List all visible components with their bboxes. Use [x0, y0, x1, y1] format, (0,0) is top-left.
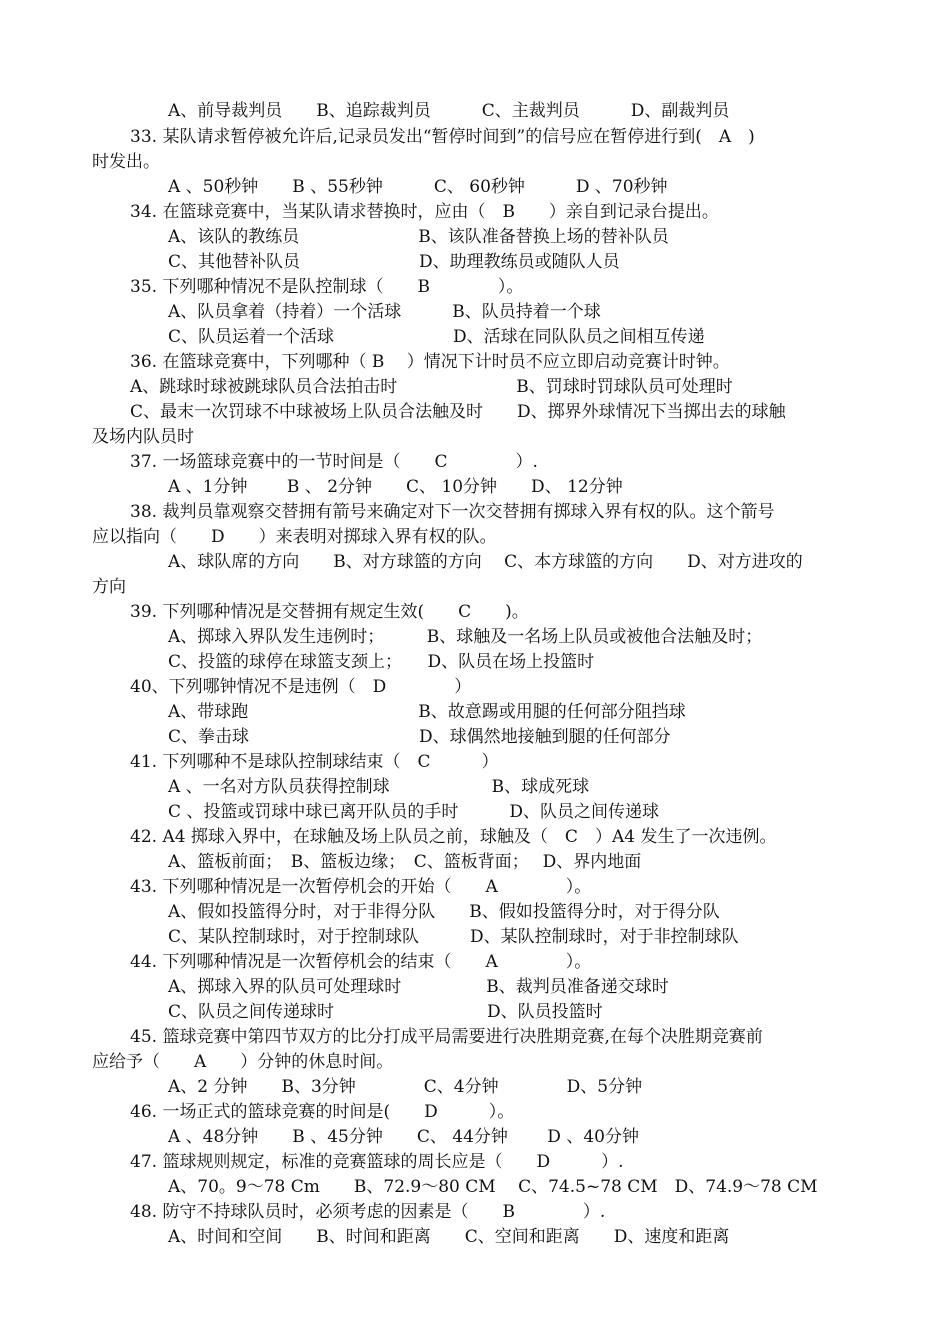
q34-text: 34. 在篮球竞赛中，当某队请求替换时，应由（ B ）亲自到记录台提出。	[130, 202, 719, 222]
q33-options: A 、50秒钟 B 、55秒钟 C、 60秒钟 D 、70秒钟	[168, 177, 668, 197]
q37-options: A 、1分钟 B 、 2分钟 C、 10分钟 D、 12分钟	[168, 477, 623, 497]
q38-text-cont: 应以指向（ D ）来表明对掷球入界有权的队。	[92, 527, 497, 547]
q37-text: 37. 一场篮球竞赛中的一节时间是（ C ）.	[130, 452, 538, 472]
q47-text: 47. 篮球规则规定，标准的竞赛篮球的周长应是（ D ）.	[130, 1152, 624, 1172]
q43-options-1: A、假如投篮得分时，对于非得分队 B、假如投篮得分时，对于得分队	[168, 902, 720, 922]
q40-options-2: C、拳击球 D、球偶然地接触到腿的任何部分	[168, 727, 671, 747]
q42-options: A、篮板前面； B、篮板边缘； C、篮板背面； D、界内地面	[168, 852, 642, 872]
q47-options: A、70。9～78 Cm B、72.9～80 CM C、74.5~78 CM D、74.9～78 CM	[168, 1177, 818, 1197]
q46-text: 46. 一场正式的篮球竞赛的时间是( D ）。	[130, 1102, 515, 1122]
q36-options-2-cont: 及场内队员时	[92, 427, 194, 447]
q36-text: 36. 在篮球竞赛中，下列哪种（ B ）情况下计时员不应立即启动竞赛计时钟。	[130, 352, 730, 372]
q41-options-1: A 、一名对方队员获得控制球 B、球成死球	[168, 777, 590, 797]
q38-text: 38. 裁判员靠观察交替拥有箭号来确定对下一次交替拥有掷球入界有权的队。这个箭号	[130, 502, 775, 522]
q38-options-cont: 方向	[92, 577, 126, 597]
q35-text: 35. 下列哪种情况不是队控制球（ B ）。	[130, 277, 524, 297]
q44-options-2: C、队员之间传递球时 D、队员投篮时	[168, 1002, 603, 1022]
q39-options-1: A、掷球入界队发生违例时； B、球触及一名场上队员或被他合法触及时；	[168, 627, 763, 647]
q45-options: A、2 分钟 B、3分钟 C、4分钟 D、5分钟	[168, 1077, 643, 1097]
q39-text: 39. 下列哪种情况是交替拥有规定生效( C )。	[130, 602, 529, 622]
q32-options: A、前导裁判员 B、追踪裁判员 C、主裁判员 D、副裁判员	[168, 101, 730, 121]
q41-text: 41. 下列哪种不是球队控制球结束（ C ）	[130, 752, 499, 772]
q36-options-1: A、跳球时球被跳球队员合法拍击时 B、罚球时罚球队员可处理时	[130, 377, 733, 397]
q43-options-2: C、某队控制球时，对于控制球队 D、某队控制球时，对于非控制球队	[168, 927, 739, 947]
q36-options-2: C、最末一次罚球不中球被场上队员合法触及时 D、掷界外球情况下当掷出去的球触	[130, 402, 786, 422]
q38-options: A、球队席的方向 B、对方球篮的方向 C、本方球篮的方向 D、对方进攻的	[168, 552, 803, 572]
q35-options-2: C、队员运着一个活球 D、活球在同队队员之间相互传递	[168, 327, 705, 347]
q33-text-cont: 时发出。	[92, 152, 160, 172]
q44-options-1: A、掷球入界的队员可处理球时 B、裁判员准备递交球时	[168, 977, 669, 997]
q40-options-1: A、带球跑 B、故意踢或用腿的任何部分阻挡球	[168, 702, 686, 722]
q35-options-1: A、队员拿着（持着）一个活球 B、队员持着一个球	[168, 302, 601, 322]
q46-options: A 、48分钟 B 、45分钟 C、 44分钟 D 、40分钟	[168, 1127, 639, 1147]
q45-text: 45. 篮球竞赛中第四节双方的比分打成平局需要进行决胜期竞赛,在每个决胜期竞赛前	[130, 1027, 763, 1047]
q44-text: 44. 下列哪种情况是一次暂停机会的结束（ A ）。	[130, 952, 592, 972]
q45-text-cont: 应给予（ A ）分钟的休息时间。	[92, 1052, 394, 1072]
q34-options-2: C、其他替补队员 D、助理教练员或随队人员	[168, 252, 620, 272]
q48-options: A、时间和空间 B、时间和距离 C、空间和距离 D、速度和距离	[168, 1227, 730, 1247]
q48-text: 48. 防守不持球队员时，必须考虑的因素是（ B ）.	[130, 1202, 606, 1222]
q40-text: 40、下列哪钟情况不是违例（ D ）	[130, 677, 472, 697]
q39-options-2: C、投篮的球停在球篮支颈上； D、队员在场上投篮时	[168, 652, 595, 672]
q41-options-2: C 、投篮或罚球中球已离开队员的手时 D、队员之间传递球	[168, 802, 660, 822]
q43-text: 43. 下列哪种情况是一次暂停机会的开始（ A ）。	[130, 877, 592, 897]
q33-text: 33. 某队请求暂停被允许后,记录员发出“暂停时间到”的信号应在暂停进行到( A )	[130, 127, 755, 147]
q34-options-1: A、该队的教练员 B、该队准备替换上场的替补队员	[168, 227, 669, 247]
q42-text: 42. A4 掷球入界中，在球触及场上队员之前，球触及（ C ）A4 发生了一次违例。	[130, 827, 777, 847]
